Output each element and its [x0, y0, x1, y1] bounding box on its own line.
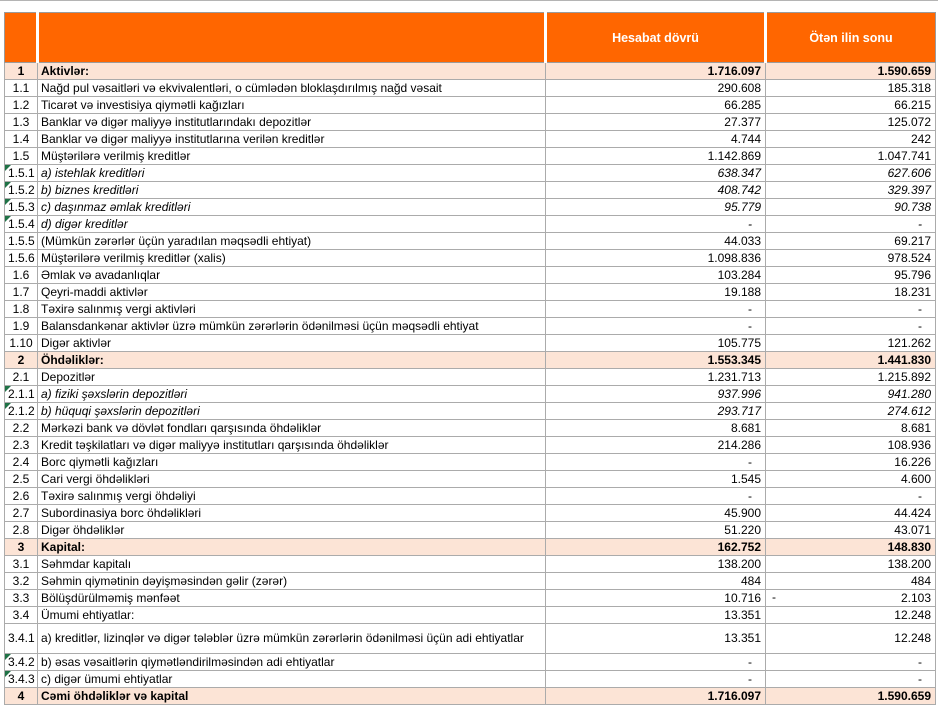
row-value-reporting-period: 1.716.097	[546, 688, 766, 705]
row-label-cell: Mərkəzi bank və dövlət fondları qarşısında öhdəliklər	[38, 420, 546, 437]
row-value-end-of-last-year: 44.424	[766, 505, 936, 522]
row-value-end-of-last-year: 121.262	[766, 335, 936, 352]
row-number-cell: 1.1	[5, 80, 38, 97]
row-label-cell: Qeyri-maddi aktivlər	[38, 284, 546, 301]
row-number-cell: 3.4.1	[5, 624, 38, 654]
row-value-end-of-last-year: 138.200	[766, 556, 936, 573]
row-value-end-of-last-year: - 2.103	[766, 590, 936, 607]
row-value-reporting-period: 8.681	[546, 420, 766, 437]
row-value-end-of-last-year: 95.796	[766, 267, 936, 284]
row-value-end-of-last-year: 43.071	[766, 522, 936, 539]
row-number-cell: 1.9	[5, 318, 38, 335]
negative-sign: -	[772, 590, 776, 604]
row-value-reporting-period: -	[546, 318, 766, 335]
row-value-end-of-last-year: 978.524	[766, 250, 936, 267]
row-number-cell: 1.5.6	[5, 250, 38, 267]
table-row	[5, 148, 936, 165]
error-indicator-icon	[5, 403, 11, 409]
row-value-reporting-period: 1.553.345	[546, 352, 766, 369]
row-number-cell: 2.1.2	[5, 403, 38, 420]
row-label-cell: Borc qiymətli kağızları	[38, 454, 546, 471]
table-row	[5, 403, 936, 420]
row-number-cell: 2	[5, 352, 38, 369]
row-value-reporting-period: 293.717	[546, 403, 766, 420]
row-label-cell: Səhmdar kapitalı	[38, 556, 546, 573]
balance-sheet	[4, 12, 938, 705]
row-label-cell: b) biznes kreditləri	[38, 182, 546, 199]
row-number-cell: 3.2	[5, 573, 38, 590]
row-value-end-of-last-year: 108.936	[766, 437, 936, 454]
row-number-cell: 1.6	[5, 267, 38, 284]
table-row	[5, 437, 936, 454]
table-row	[5, 233, 936, 250]
row-label-cell: Ticarət və investisiya qiymətli kağızları	[38, 97, 546, 114]
row-value-reporting-period: -	[546, 301, 766, 318]
row-number-cell: 2.7	[5, 505, 38, 522]
row-number-cell: 1.5.2	[5, 182, 38, 199]
window-top-edge	[0, 0, 938, 1]
row-number-cell: 1.5.3	[5, 199, 38, 216]
row-label-cell: Cari vergi öhdəlikləri	[38, 471, 546, 488]
row-value-reporting-period: 51.220	[546, 522, 766, 539]
row-label-cell: Banklar və digər maliyyə institutlarına verilən kreditlər	[38, 131, 546, 148]
row-label-cell: Müştərilərə verilmiş kreditlər	[38, 148, 546, 165]
row-label-cell: (Mümkün zərərlər üçün yaradılan məqsədli ehtiyat)	[38, 233, 546, 250]
row-value-reporting-period: 408.742	[546, 182, 766, 199]
table-row	[5, 199, 936, 216]
table-row	[5, 369, 936, 386]
row-number-cell: 1.2	[5, 97, 38, 114]
row-number-cell: 1.5	[5, 148, 38, 165]
table-row	[5, 301, 936, 318]
table-row	[5, 654, 936, 671]
table-row	[5, 505, 936, 522]
table-row	[5, 318, 936, 335]
row-value-reporting-period: 44.033	[546, 233, 766, 250]
row-number-cell: 3.4.2	[5, 654, 38, 671]
row-number-cell: 1.5.1	[5, 165, 38, 182]
row-value-end-of-last-year: 16.226	[766, 454, 936, 471]
table-row	[5, 63, 936, 80]
row-value-end-of-last-year: 185.318	[766, 80, 936, 97]
row-label-cell: b) əsas vəsaitlərin qiymətləndirilməsindən adi ehtiyatlar	[38, 654, 546, 671]
row-label-cell: Bölüşdürülməmiş mənfəət	[38, 590, 546, 607]
row-value-end-of-last-year: -	[766, 318, 936, 335]
error-indicator-icon	[5, 165, 11, 171]
row-number-cell: 3.4.3	[5, 671, 38, 688]
row-value-end-of-last-year: 941.280	[766, 386, 936, 403]
row-label-cell: c) digər ümumi ehtiyatlar	[38, 671, 546, 688]
row-value-reporting-period: 1.716.097	[546, 63, 766, 80]
table-row	[5, 420, 936, 437]
table-row	[5, 80, 936, 97]
table-row	[5, 488, 936, 505]
row-number-cell: 1.7	[5, 284, 38, 301]
row-label-cell: Digər öhdəliklər	[38, 522, 546, 539]
row-number-cell: 1.4	[5, 131, 38, 148]
row-label-cell: Cəmi öhdəliklər və kapital	[38, 688, 546, 705]
table-row	[5, 471, 936, 488]
row-number-cell: 2.1	[5, 369, 38, 386]
error-indicator-icon	[5, 199, 11, 205]
header-col-end-of-last-year: Ötən ilin sonu	[766, 13, 936, 63]
row-number-cell: 3.4	[5, 607, 38, 624]
row-number-cell: 2.2	[5, 420, 38, 437]
header-col-reporting-period: Hesabat dövrü	[546, 13, 766, 63]
row-value-reporting-period: -	[546, 488, 766, 505]
header-row	[5, 13, 936, 63]
table-row	[5, 335, 936, 352]
row-value-reporting-period: 1.098.836	[546, 250, 766, 267]
row-label-cell: a) kreditlər, lizinqlər və digər tələblər üzrə mümkün zərərlərin ödənilməsi üçün adi ehtiyatlar	[38, 624, 546, 654]
row-value-end-of-last-year: 66.215	[766, 97, 936, 114]
table-row	[5, 352, 936, 369]
row-value-reporting-period: 13.351	[546, 607, 766, 624]
table-row	[5, 688, 936, 705]
row-value-end-of-last-year: 18.231	[766, 284, 936, 301]
table-row	[5, 522, 936, 539]
row-value-reporting-period: 13.351	[546, 624, 766, 654]
row-value-reporting-period: 95.779	[546, 199, 766, 216]
row-label-cell: Digər aktivlər	[38, 335, 546, 352]
row-value-reporting-period: -	[546, 454, 766, 471]
row-value-end-of-last-year: -	[766, 488, 936, 505]
row-value-end-of-last-year: 1.590.659	[766, 688, 936, 705]
table-row	[5, 454, 936, 471]
row-label-cell: c) daşınmaz əmlak kreditləri	[38, 199, 546, 216]
row-value-reporting-period: 638.347	[546, 165, 766, 182]
row-value-end-of-last-year: 627.606	[766, 165, 936, 182]
row-value-end-of-last-year: -	[766, 301, 936, 318]
row-value-end-of-last-year: 148.830	[766, 539, 936, 556]
row-value-end-of-last-year: 1.441.830	[766, 352, 936, 369]
table-row	[5, 267, 936, 284]
row-label-cell: Təxirə salınmış vergi öhdəliyi	[38, 488, 546, 505]
row-value-end-of-last-year: 90.738	[766, 199, 936, 216]
error-indicator-icon	[5, 216, 11, 222]
row-number-cell: 2.4	[5, 454, 38, 471]
row-value-end-of-last-year: 329.397	[766, 182, 936, 199]
row-value-reporting-period: 138.200	[546, 556, 766, 573]
row-value-end-of-last-year: 12.248	[766, 624, 936, 654]
row-number-cell: 2.3	[5, 437, 38, 454]
table-row	[5, 556, 936, 573]
row-number-cell: 3.1	[5, 556, 38, 573]
table-row	[5, 671, 936, 688]
row-value-reporting-period: 162.752	[546, 539, 766, 556]
row-label-cell: Əmlak və avadanlıqlar	[38, 267, 546, 284]
row-value-reporting-period: 19.188	[546, 284, 766, 301]
error-indicator-icon	[5, 671, 11, 677]
row-value-reporting-period: 484	[546, 573, 766, 590]
row-value-end-of-last-year: 274.612	[766, 403, 936, 420]
row-label-cell: Nağd pul vəsaitləri və ekvivalentləri, o cümlədən bloklaşdırılmış nağd vəsait	[38, 80, 546, 97]
row-number-cell: 3.3	[5, 590, 38, 607]
table-row	[5, 165, 936, 182]
error-indicator-icon	[5, 182, 11, 188]
row-label-cell: Depozitlər	[38, 369, 546, 386]
row-value-reporting-period: 214.286	[546, 437, 766, 454]
row-label-cell: a) fiziki şəxslərin depozitləri	[38, 386, 546, 403]
row-label-cell: Öhdəliklər:	[38, 352, 546, 369]
row-label-cell: Balansdankənar aktivlər üzrə mümkün zərərlərin ödənilməsi üçün məqsədli ehtiyat	[38, 318, 546, 335]
row-value-end-of-last-year: 1.215.892	[766, 369, 936, 386]
balance-sheet-table	[4, 12, 936, 705]
header-corner-cell	[5, 13, 38, 63]
row-value-reporting-period: -	[546, 216, 766, 233]
row-value-reporting-period: 1.545	[546, 471, 766, 488]
table-row	[5, 97, 936, 114]
row-number-cell: 1	[5, 63, 38, 80]
row-value-end-of-last-year: 484	[766, 573, 936, 590]
row-label-cell: Kredit təşkilatları və digər maliyyə institutları qarşısında öhdəliklər	[38, 437, 546, 454]
row-value-reporting-period: 66.285	[546, 97, 766, 114]
row-value-end-of-last-year: 8.681	[766, 420, 936, 437]
row-value-reporting-period: 1.142.869	[546, 148, 766, 165]
table-row	[5, 573, 936, 590]
table-row	[5, 624, 936, 654]
row-value-reporting-period: 10.716	[546, 590, 766, 607]
row-value-reporting-period: 103.284	[546, 267, 766, 284]
row-value-end-of-last-year: -	[766, 654, 936, 671]
header-label-cell	[38, 13, 546, 63]
row-value-end-of-last-year: 1.590.659	[766, 63, 936, 80]
row-value-reporting-period: 105.775	[546, 335, 766, 352]
row-value-reporting-period: -	[546, 654, 766, 671]
row-value-end-of-last-year: 1.047.741	[766, 148, 936, 165]
table-row	[5, 539, 936, 556]
row-value-end-of-last-year: 12.248	[766, 607, 936, 624]
error-indicator-icon	[5, 654, 11, 660]
row-label-cell: Təxirə salınmış vergi aktivləri	[38, 301, 546, 318]
error-indicator-icon	[5, 386, 11, 392]
table-row	[5, 250, 936, 267]
row-number-cell: 1.8	[5, 301, 38, 318]
row-value-reporting-period: 27.377	[546, 114, 766, 131]
row-value-reporting-period: 1.231.713	[546, 369, 766, 386]
row-value-end-of-last-year: 69.217	[766, 233, 936, 250]
row-label-cell: Subordinasiya borc öhdəlikləri	[38, 505, 546, 522]
row-label-cell: Müştərilərə verilmiş kreditlər (xalis)	[38, 250, 546, 267]
row-value-end-of-last-year: 125.072	[766, 114, 936, 131]
table-row	[5, 114, 936, 131]
table-body	[5, 63, 936, 705]
row-value-reporting-period: 45.900	[546, 505, 766, 522]
row-label-cell: d) digər kreditlər	[38, 216, 546, 233]
table-row	[5, 131, 936, 148]
row-number-cell: 2.5	[5, 471, 38, 488]
row-number-cell: 2.6	[5, 488, 38, 505]
table-row	[5, 386, 936, 403]
row-value-end-of-last-year: 4.600	[766, 471, 936, 488]
row-number-cell: 1.5.5	[5, 233, 38, 250]
table-row	[5, 590, 936, 607]
table-row	[5, 284, 936, 301]
row-number-cell: 2.1.1	[5, 386, 38, 403]
row-number-cell: 1.3	[5, 114, 38, 131]
row-number-cell: 2.8	[5, 522, 38, 539]
row-label-cell: b) hüquqi şəxslərin depozitləri	[38, 403, 546, 420]
row-value-reporting-period: 4.744	[546, 131, 766, 148]
row-value-reporting-period: 937.996	[546, 386, 766, 403]
row-label-cell: Kapital:	[38, 539, 546, 556]
row-number-cell: 3	[5, 539, 38, 556]
row-label-cell: Banklar və digər maliyyə institutlarındakı depozitlər	[38, 114, 546, 131]
row-value-reporting-period: -	[546, 671, 766, 688]
table-row	[5, 182, 936, 199]
row-value-reporting-period: 290.608	[546, 80, 766, 97]
row-number-cell: 4	[5, 688, 38, 705]
row-label-cell: Aktivlər:	[38, 63, 546, 80]
row-label-cell: Ümumi ehtiyatlar:	[38, 607, 546, 624]
row-label-cell: a) istehlak kreditləri	[38, 165, 546, 182]
row-number-cell: 1.10	[5, 335, 38, 352]
row-number-cell: 1.5.4	[5, 216, 38, 233]
table-row	[5, 607, 936, 624]
row-value-end-of-last-year: -	[766, 671, 936, 688]
table-row	[5, 216, 936, 233]
row-value-end-of-last-year: 242	[766, 131, 936, 148]
row-value-end-of-last-year: -	[766, 216, 936, 233]
row-label-cell: Səhmin qiymətinin dəyişməsindən gəlir (zərər)	[38, 573, 546, 590]
